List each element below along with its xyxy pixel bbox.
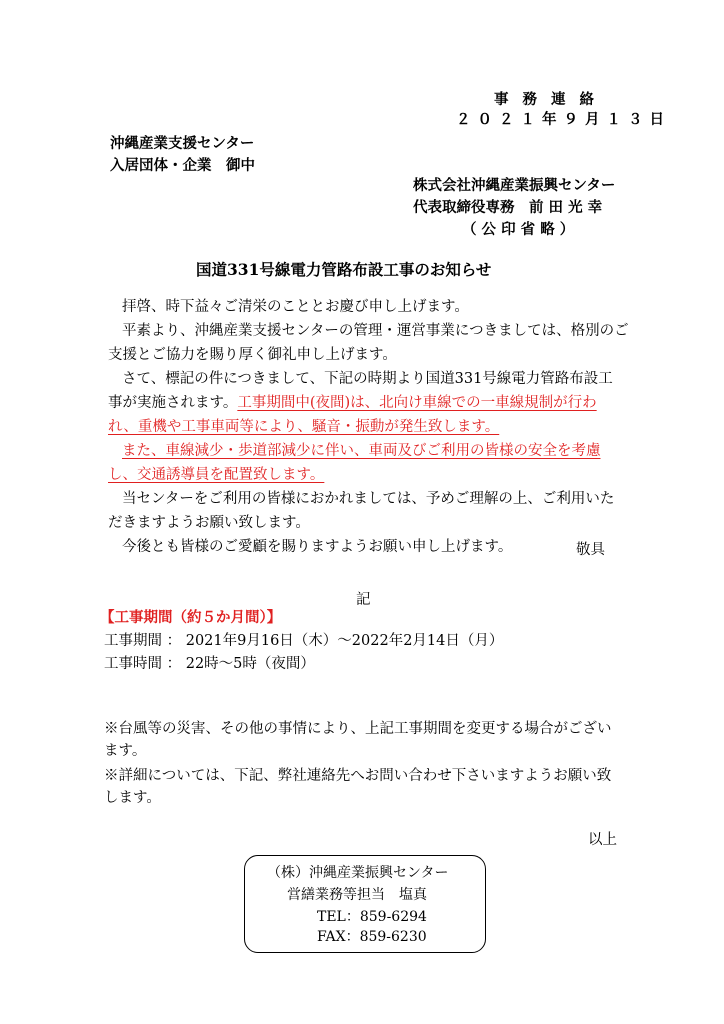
- body-line: 今後とも皆様のご愛顧を賜りますようお願い申し上げます。: [122, 539, 513, 555]
- contact-tel: TEL：859-6294: [317, 909, 427, 925]
- contact-fax: FAX：859-6230: [317, 929, 427, 945]
- end-mark: 以上: [588, 832, 617, 848]
- contact-department: 営繕業務等担当 塩真: [287, 887, 427, 903]
- seal-note: （ 公 印 省 略 ）: [462, 221, 575, 238]
- sender-representative: 代表取締役専務 前 田 光 幸: [413, 199, 603, 216]
- body-line: だきますようお願い致します。: [108, 515, 310, 531]
- time-row: [104, 654, 315, 674]
- closing-word: 敬具: [576, 542, 605, 558]
- letter-body: [108, 295, 628, 559]
- time-label: 工事時間: [104, 656, 162, 672]
- period-row: [104, 631, 503, 651]
- addressee-line-1: 沖縄産業支援センター: [110, 135, 255, 152]
- greeting-line: 拝啓、時下益々ご清栄のこととお慶び申し上げます。: [122, 299, 469, 315]
- body-line: さて、標記の件につきまして、下記の時期より国道331号線電力管路布設工: [122, 371, 613, 387]
- time-value: ： 22時～5時（夜間）: [166, 656, 315, 672]
- contact-company: （株）沖縄産業振興センター: [267, 865, 449, 881]
- document-title: 国道331号線電力管路布設工事のお知らせ: [196, 260, 492, 279]
- document-type: 事務連絡: [494, 91, 608, 108]
- highlighted-notice: れ、重機や工事車両等により、騒音・振動が発生致します。: [108, 419, 500, 435]
- addressee-line-2: 入居団体・企業 御中: [110, 157, 255, 174]
- body-line: 支援とご協力を賜り厚く御礼申し上げます。: [108, 347, 397, 363]
- ki-marker: 記: [356, 592, 371, 608]
- issue-date: ２０２１年９月１３日: [456, 111, 671, 128]
- schedule-heading: 【工事期間（約５か月間）】: [100, 609, 282, 626]
- body-text: 事が実施されます。: [108, 395, 238, 411]
- highlighted-notice: また、車線減少・歩道部減少に伴い、車両及びご利用の皆様の安全を考慮: [122, 443, 601, 459]
- sender-company: 株式会社沖縄産業振興センター: [413, 177, 616, 194]
- body-line: [108, 391, 628, 415]
- highlighted-notice: し、交通誘導員を配置致します。: [108, 467, 325, 483]
- period-label: 工事期間: [104, 633, 162, 649]
- body-line: 当センターをご利用の皆様におかれましては、予めご理解の上、ご利用いた: [122, 491, 615, 507]
- note-2-line-1: ※詳細については、下記、弊社連絡先へお問い合わせ下さいますようお願い致: [104, 768, 612, 784]
- note-1-line-2: ます。: [104, 743, 147, 759]
- period-value: ： 2021年9月16日（木）～2022年2月14日（月）: [166, 633, 504, 649]
- note-2-line-2: します。: [104, 790, 161, 806]
- highlighted-notice: 工事期間中(夜間)は、北向け車線での一車線規制が行わ: [237, 395, 597, 411]
- body-line: 平素より、沖縄産業支援センターの管理・運営事業につきましては、格別のご: [122, 323, 629, 339]
- contact-box: [244, 855, 486, 953]
- note-1-line-1: ※台風等の災害、その他の事情により、上記工事期間を変更する場合がござい: [104, 721, 612, 737]
